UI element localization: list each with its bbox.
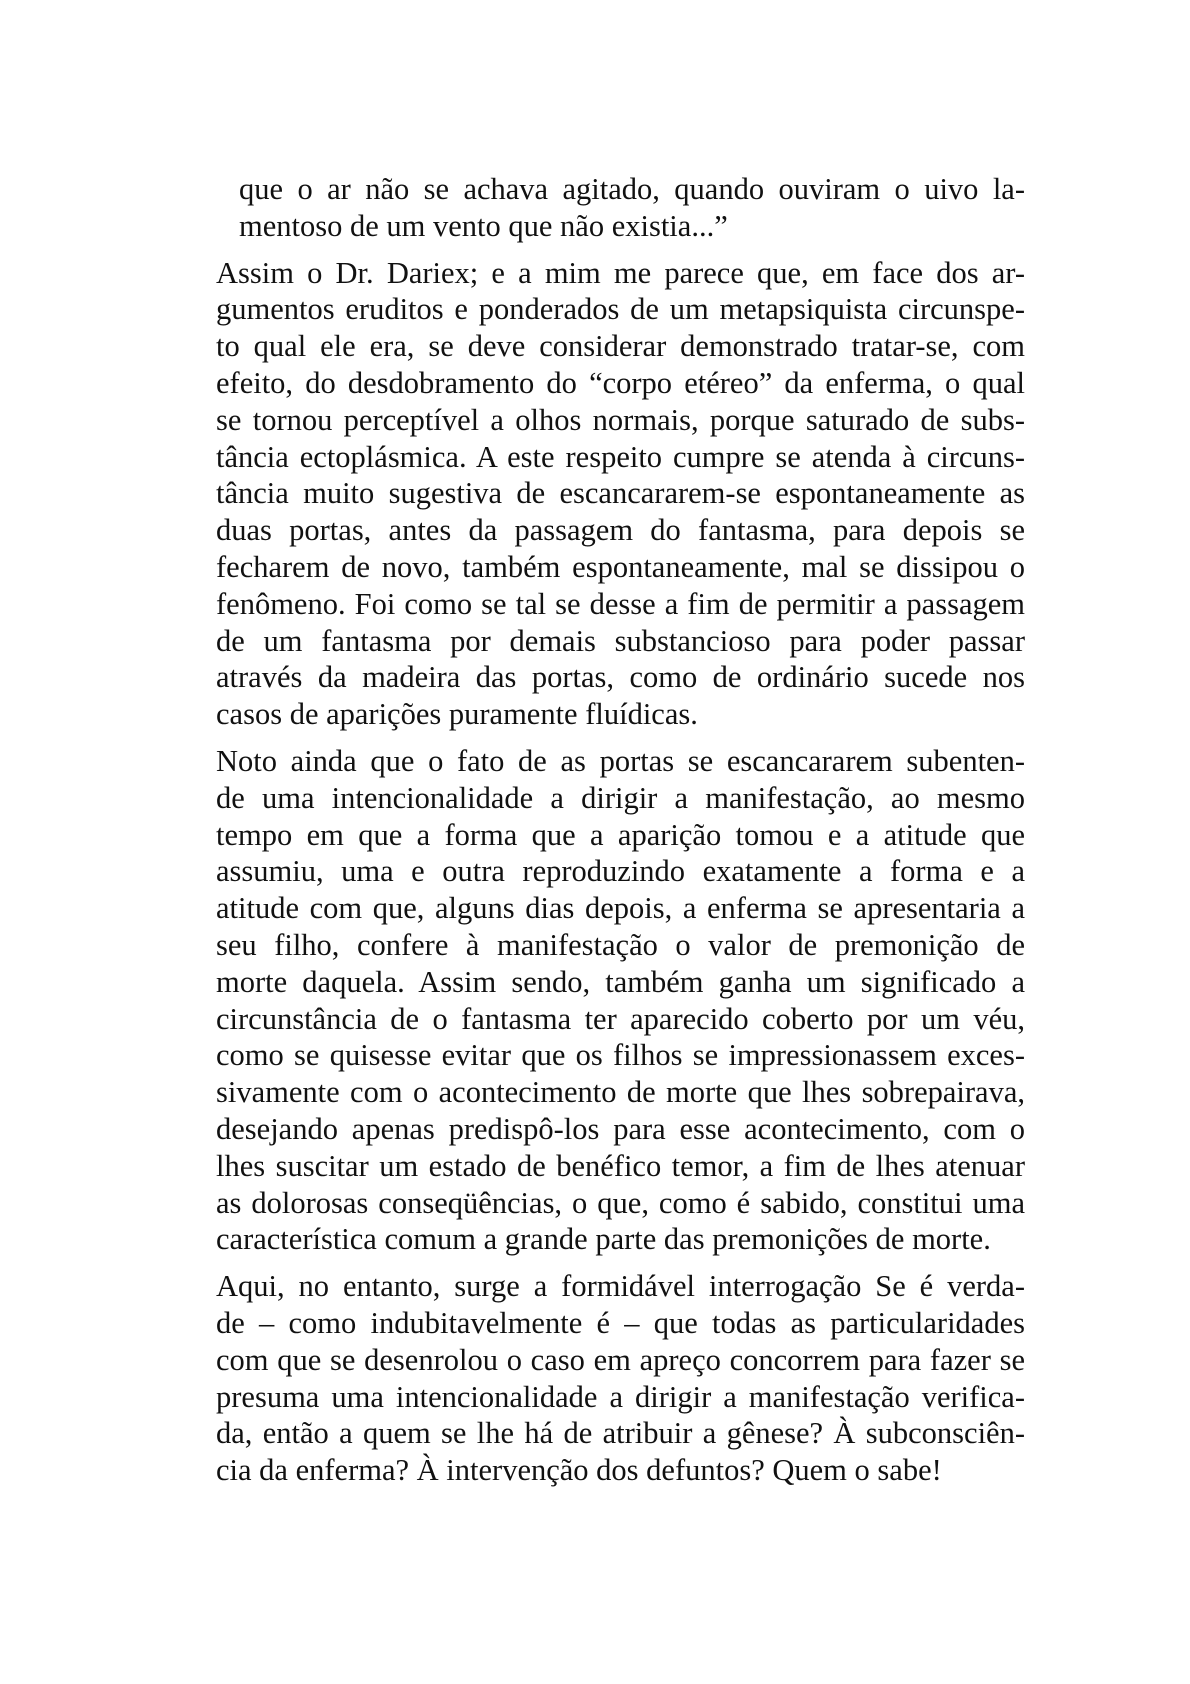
- text-line: casos de aparições puramente fluídicas.: [216, 697, 698, 732]
- text-line: sivamente com o acontecimento de morte que lhes sobrepairava,: [216, 1075, 1025, 1110]
- text-line: cia da enferma? À intervenção dos defuntos? Quem o sabe!: [216, 1453, 942, 1488]
- text-line: efeito, do desdobramento do “corpo etéreo” da enferma, o qual: [216, 365, 1025, 400]
- page-body: [172, 171, 1025, 1499]
- text-line: assumiu, uma e outra reproduzindo exatamente a forma e a: [216, 854, 1025, 889]
- text-line: se tornou perceptível a olhos normais, porque saturado de subs-: [216, 402, 1025, 437]
- paragraph-3: [172, 1268, 1025, 1489]
- text-line: de – como indubitavelmente é – que todas as particularidades: [216, 1305, 1025, 1340]
- text-line: lhes suscitar um estado de benéfico temor, a fim de lhes atenuar: [216, 1148, 1025, 1183]
- text-line: Noto ainda que o fato de as portas se escancararem subenten-: [216, 743, 1025, 778]
- text-line: Aqui, no entanto, surge a formidável interrogação Se é verda-: [216, 1269, 1025, 1304]
- text-line: desejando apenas predispô-los para esse acontecimento, com o: [216, 1111, 1025, 1146]
- quote-line: que o ar não se achava agitado, quando ouviram o uivo la-: [239, 172, 1025, 206]
- text-line: tempo em que a forma que a aparição tomou e a atitude que: [216, 817, 1025, 852]
- text-line: morte daquela. Assim sendo, também ganha um significado a: [216, 964, 1025, 999]
- text-line: como se quisesse evitar que os filhos se impressionassem exces-: [216, 1038, 1025, 1073]
- text-line: com que se desenrolou o caso em apreço concorrem para fazer se: [216, 1342, 1025, 1377]
- text-line: presuma uma intencionalidade a dirigir a manifestação verifica-: [216, 1379, 1025, 1414]
- text-line: seu filho, confere à manifestação o valor de premonição de: [216, 927, 1025, 962]
- quote-block: [239, 171, 1025, 245]
- text-line: característica comum a grande parte das premonições de morte.: [216, 1222, 991, 1257]
- text-line: de uma intencionalidade a dirigir a manifestação, ao mesmo: [216, 780, 1025, 815]
- text-line: circunstância de o fantasma ter aparecido coberto por um véu,: [216, 1001, 1025, 1036]
- paragraph-1: [172, 255, 1025, 733]
- text-line: to qual ele era, se deve considerar demonstrado tratar-se, com: [216, 329, 1025, 364]
- text-line: as dolorosas conseqüências, o que, como é sabido, constitui uma: [216, 1185, 1025, 1220]
- text-line: fenômeno. Foi como se tal se desse a fim de permitir a passagem: [216, 586, 1025, 621]
- text-line: gumentos eruditos e ponderados de um metapsiquista circunspe-: [216, 292, 1025, 327]
- text-line: de um fantasma por demais substancioso para poder passar: [216, 623, 1025, 658]
- text-line: da, então a quem se lhe há de atribuir a gênese? À subconsciên-: [216, 1416, 1025, 1451]
- text-line: fecharem de novo, também espontaneamente, mal se dissipou o: [216, 549, 1025, 584]
- text-line: Assim o Dr. Dariex; e a mim me parece que, em face dos ar-: [216, 255, 1025, 290]
- quote-line: mentoso de um vento que não existia...”: [239, 208, 728, 243]
- text-line: através da madeira das portas, como de ordinário sucede nos: [216, 660, 1025, 695]
- text-line: tância muito sugestiva de escancararem-se espontaneamente as: [216, 476, 1025, 511]
- text-line: duas portas, antes da passagem do fantasma, para depois se: [216, 513, 1025, 548]
- text-line: atitude com que, alguns dias depois, a enferma se apresentaria a: [216, 891, 1025, 926]
- text-line: tância ectoplásmica. A este respeito cumpre se atenda à circuns-: [216, 439, 1025, 474]
- paragraph-2: [172, 743, 1025, 1258]
